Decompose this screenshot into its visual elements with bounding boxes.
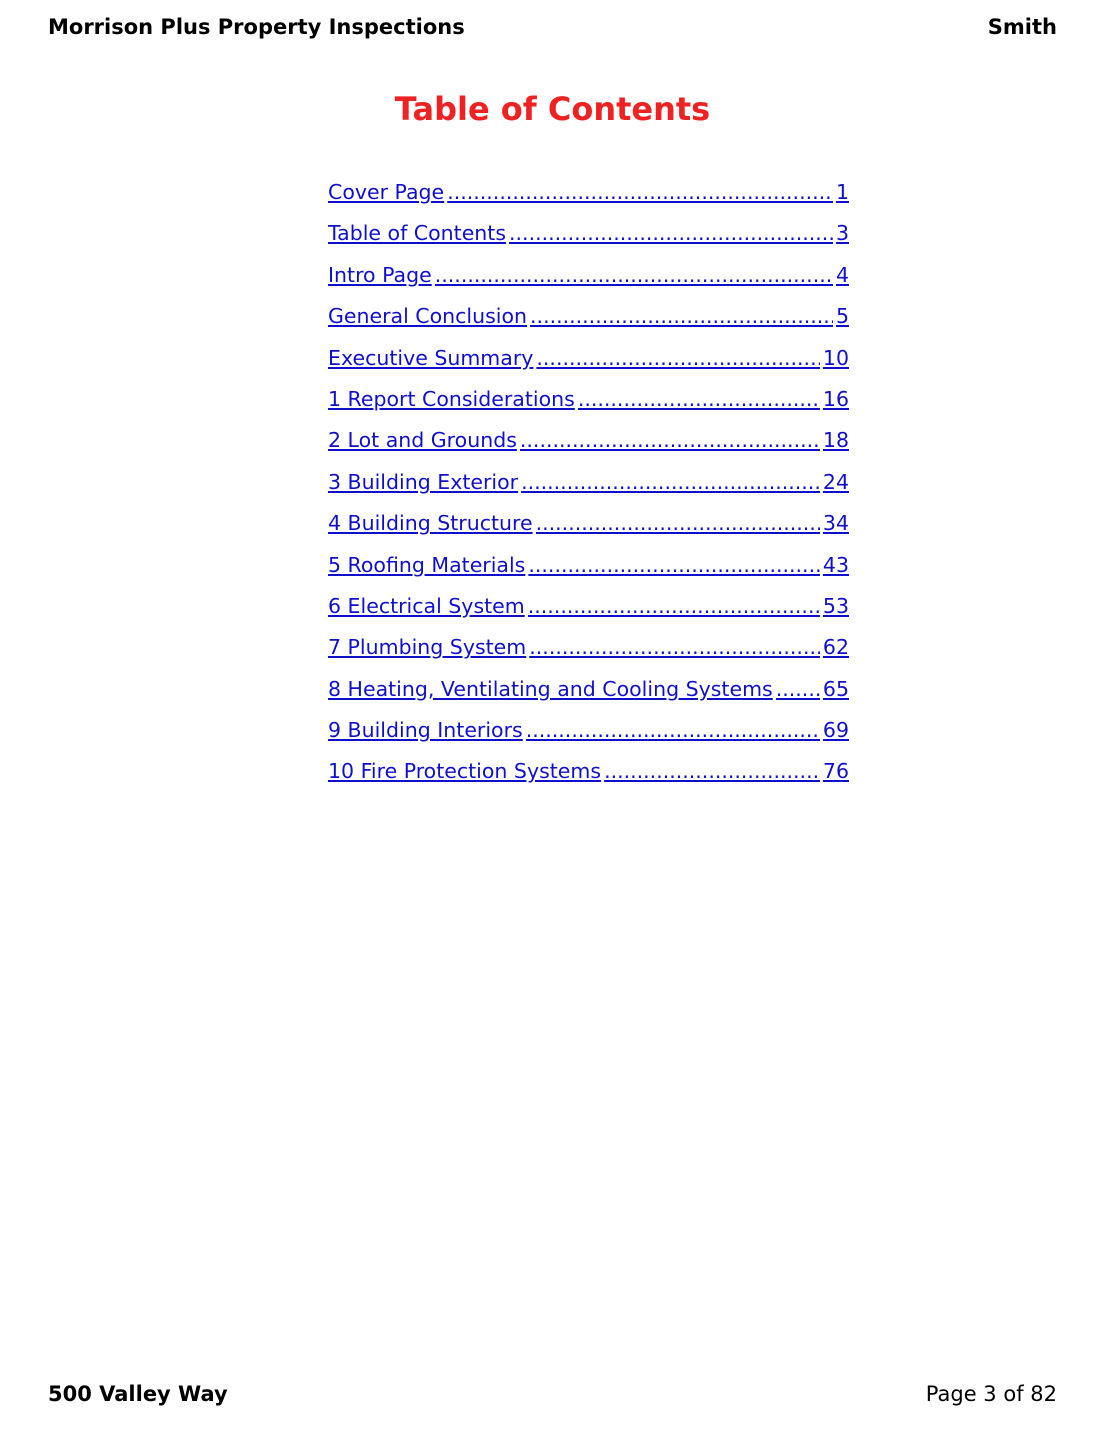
- toc-entry-label: General Conclusion: [328, 304, 528, 329]
- toc-entry-label: Executive Summary: [328, 345, 534, 370]
- page-title: Table of Contents: [394, 90, 711, 128]
- toc-entry-label: Table of Contents: [328, 221, 507, 246]
- header-company-name: Morrison Plus Property Inspections: [48, 15, 465, 39]
- toc-entry-label: 3 Building Exterior: [328, 469, 519, 494]
- toc-entry-cover-page[interactable]: [328, 180, 849, 221]
- toc-entry-label: 7 Plumbing System: [328, 635, 527, 660]
- toc-entry-page: 10: [822, 345, 849, 370]
- toc-leader-dots: [435, 263, 833, 287]
- toc-leader-dots: [604, 759, 820, 783]
- toc-entry-page: 53: [822, 593, 849, 618]
- toc-entry-page: 1: [835, 180, 849, 204]
- footer-address: 500 Valley Way: [48, 1382, 228, 1406]
- toc-entry-general-conclusion[interactable]: [328, 304, 849, 345]
- toc-entry-label: Intro Page: [328, 262, 432, 287]
- toc-entry-table-of-contents[interactable]: [328, 221, 849, 262]
- toc-entry-fire-protection-systems[interactable]: [328, 759, 849, 800]
- toc-entry-page: 4: [835, 262, 849, 287]
- toc-leader-dots: [776, 677, 820, 701]
- toc-leader-dots: [528, 594, 820, 618]
- toc-entry-electrical-system[interactable]: [328, 594, 849, 635]
- toc-entry-page: 24: [822, 469, 849, 494]
- toc-leader-dots: [509, 221, 833, 245]
- toc-entry-label: 2 Lot and Grounds: [328, 428, 517, 453]
- toc-entry-page: 3: [835, 221, 849, 246]
- table-of-contents: [328, 180, 849, 801]
- toc-entry-building-interiors[interactable]: [328, 718, 849, 759]
- toc-leader-dots: [578, 387, 820, 411]
- toc-entry-hvac-systems[interactable]: [328, 677, 849, 718]
- toc-entry-label: 9 Building Interiors: [328, 718, 523, 743]
- toc-entry-intro-page[interactable]: [328, 263, 849, 304]
- toc-entry-page: 43: [822, 552, 849, 577]
- toc-entry-building-exterior[interactable]: [328, 470, 849, 511]
- toc-entry-page: 76: [822, 759, 849, 784]
- toc-entry-page: 16: [822, 386, 849, 411]
- toc-entry-page: 65: [822, 676, 849, 701]
- toc-leader-dots: [536, 511, 820, 535]
- toc-leader-dots: [520, 428, 820, 452]
- toc-entry-page: 69: [822, 718, 849, 743]
- toc-entry-label: 1 Report Considerations: [328, 386, 575, 411]
- toc-entry-page: 34: [822, 511, 849, 536]
- toc-leader-dots: [521, 470, 820, 494]
- toc-leader-dots: [526, 718, 820, 742]
- toc-entry-label: 5 Roofing Materials: [328, 552, 526, 577]
- footer-page-indicator: Page 3 of 82: [925, 1382, 1057, 1406]
- toc-entry-page: 18: [822, 428, 849, 453]
- toc-entry-label: 8 Heating, Ventilating and Cooling Systems: [328, 676, 773, 701]
- toc-entry-label: 10 Fire Protection Systems: [328, 759, 602, 784]
- toc-entry-page: 62: [822, 635, 849, 660]
- toc-entry-roofing-materials[interactable]: [328, 553, 849, 594]
- toc-leader-dots: [447, 180, 833, 204]
- toc-entry-label: Cover Page: [328, 180, 445, 204]
- toc-entry-executive-summary[interactable]: [328, 346, 849, 387]
- toc-entry-lot-and-grounds[interactable]: [328, 428, 849, 469]
- toc-entry-building-structure[interactable]: [328, 511, 849, 552]
- toc-entry-label: 6 Electrical System: [328, 593, 525, 618]
- toc-leader-dots: [528, 553, 820, 577]
- toc-leader-dots: [530, 304, 833, 328]
- toc-entry-label: 4 Building Structure: [328, 511, 533, 536]
- header-client-name: Smith: [987, 15, 1057, 39]
- toc-entry-page: 5: [835, 304, 849, 329]
- toc-leader-dots: [529, 635, 820, 659]
- toc-entry-plumbing-system[interactable]: [328, 635, 849, 676]
- toc-entry-report-considerations[interactable]: [328, 387, 849, 428]
- toc-leader-dots: [536, 346, 820, 370]
